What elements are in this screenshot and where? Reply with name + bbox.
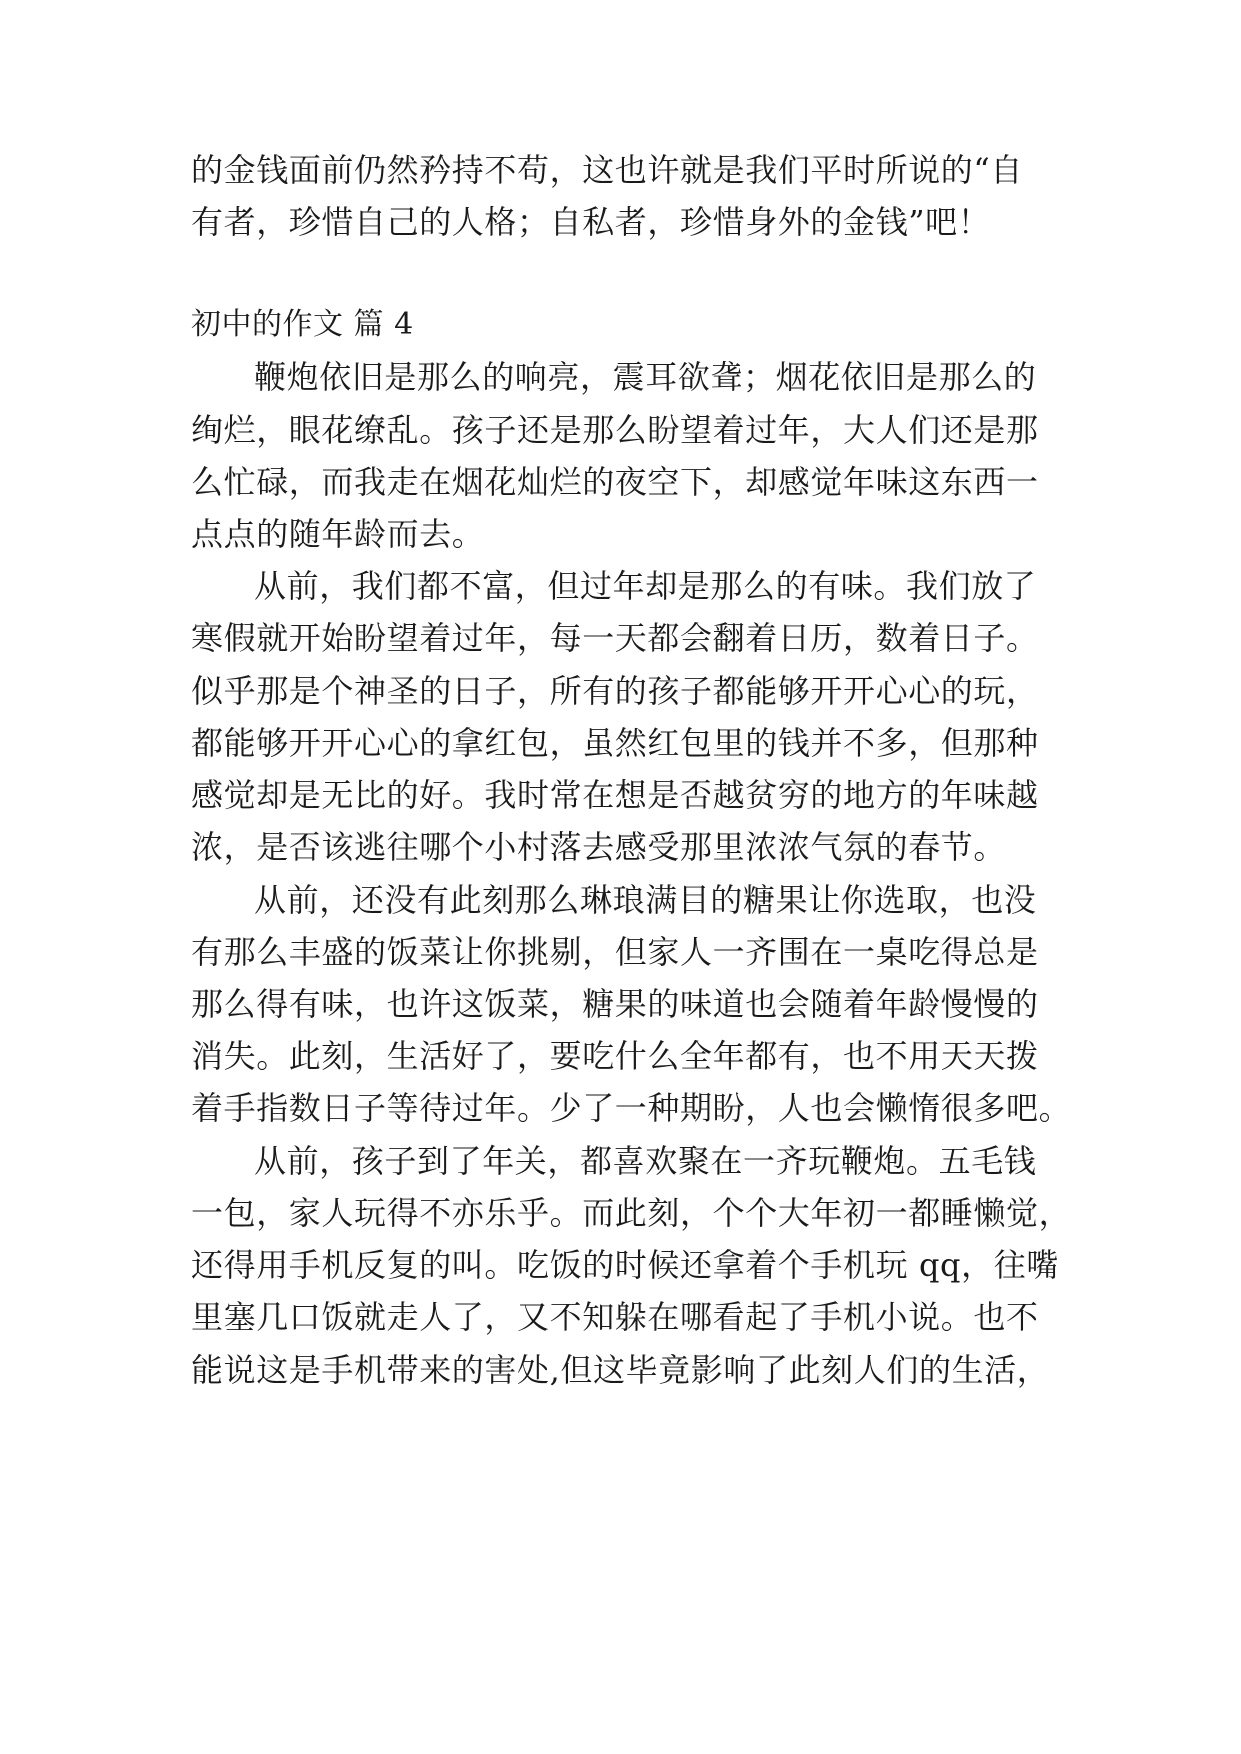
paragraph-4-line: 从前，孩子到了年关，都喜欢聚在一齐玩鞭炮。五毛钱 [254, 1142, 1037, 1180]
text-line: 有者，珍惜自己的人格；自私者，珍惜身外的金钱”吧！ [191, 203, 991, 241]
paragraph-2-line: 从前，我们都不富，但过年却是那么的有味。我们放了 [254, 567, 1037, 605]
text-line: 的金钱面前仍然矜持不苟，这也许就是我们平时所说的“自 [191, 151, 1023, 189]
paragraph-2-line: 似乎那是个神圣的日子，所有的孩子都能够开开心心的玩， [191, 672, 1039, 710]
paragraph-4-line: 里塞几口饭就走人了，又不知躲在哪看起了手机小说。也不 [191, 1298, 1039, 1336]
paragraph-4-line: 能说这是手机带来的害处,但这毕竟影响了此刻人们的生活， [191, 1351, 1050, 1389]
section-title: 初中的作文 篇 4 [191, 307, 414, 342]
paragraph-1-line: 点点的随年龄而去。 [191, 515, 485, 553]
paragraph-1-line: 鞭炮依旧是那么的响亮，震耳欲聋；烟花依旧是那么的 [254, 358, 1037, 396]
paragraph-1-line: 绚烂，眼花缭乱。孩子还是那么盼望着过年，大人们还是那 [191, 411, 1039, 449]
paragraph-4-line: 一包，家人玩得不亦乐乎。而此刻，个个大年初一都睡懒觉， [191, 1194, 1072, 1232]
paragraph-3-line: 有那么丰盛的饭菜让你挑剔，但家人一齐围在一桌吃得总是 [191, 933, 1039, 971]
paragraph-3-line: 那么得有味，也许这饭菜，糖果的味道也会随着年龄慢慢的 [191, 985, 1039, 1023]
paragraph-4-line: 还得用手机反复的叫。吃饭的时候还拿着个手机玩 qq，往嘴 [191, 1246, 1059, 1284]
paragraph-1-line: 么忙碌，而我走在烟花灿烂的夜空下，却感觉年味这东西一 [191, 463, 1039, 501]
paragraph-2-line: 感觉却是无比的好。我时常在想是否越贫穷的地方的年味越 [191, 776, 1039, 814]
paragraph-2-line: 都能够开开心心的拿红包，虽然红包里的钱并不多，但那种 [191, 724, 1039, 762]
paragraph-2-line: 寒假就开始盼望着过年，每一天都会翻着日历，数着日子。 [191, 619, 1039, 657]
paragraph-3-line: 从前，还没有此刻那么琳琅满目的糖果让你选取，也没 [254, 881, 1037, 919]
paragraph-2-line: 浓，是否该逃往哪个小村落去感受那里浓浓气氛的春节。 [191, 828, 1007, 866]
paragraph-3-line: 消失。此刻，生活好了，要吃什么全年都有，也不用天天拨 [191, 1037, 1039, 1075]
paragraph-3-line: 着手指数日子等待过年。少了一种期盼，人也会懒惰很多吧。 [191, 1089, 1072, 1127]
